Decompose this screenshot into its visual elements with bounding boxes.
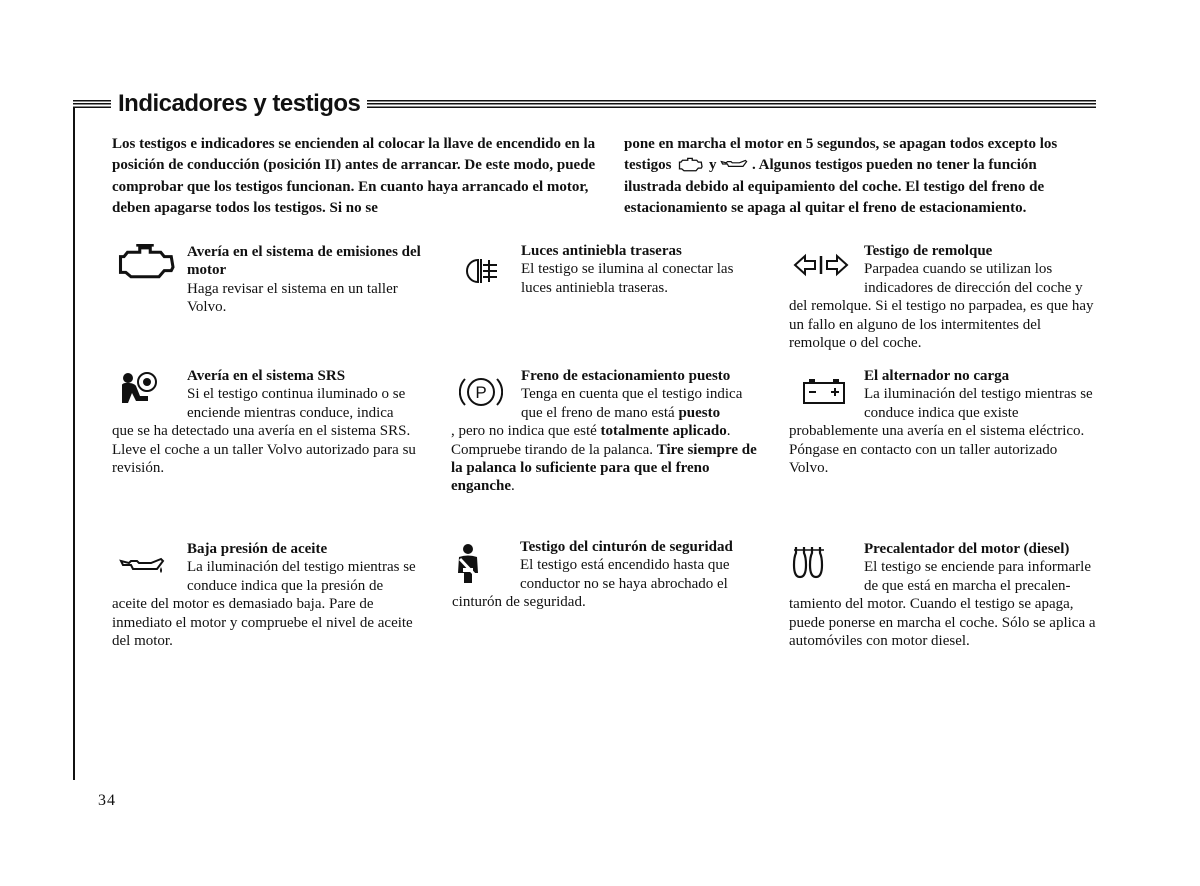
- engine-check-icon: [675, 155, 705, 173]
- intro-right-text-b: y: [709, 157, 717, 174]
- item-fog-body: El testigo se ilumina al conectar las luces antiniebla traseras.: [521, 261, 734, 296]
- item-seatbelt-body-rest: cinturón de seguridad.: [452, 594, 586, 611]
- item-oil-body-rest: aceite del motor es demasiado baja. Pare de inmediato el motor y compruebe el nivel de aceite del motor.: [112, 596, 413, 650]
- frame-line: [73, 108, 75, 780]
- item-parking-title: Freno de estacionamiento puesto: [521, 368, 731, 384]
- item-alternator-title: El alternador no carga: [864, 368, 1010, 384]
- item-seatbelt-body-indent: El testigo está encendido hasta que conductor no se haya abrochado el: [520, 557, 730, 592]
- page-number: 34: [98, 792, 116, 809]
- item-seatbelt-title: Testigo del cinturón de seguridad: [520, 539, 733, 555]
- item-alternator-body-rest: probablemente una avería en el sistema eléctrico. Póngase en contacto con un taller autorizado Volvo.: [789, 423, 1085, 477]
- item-parking-body-rest: [451, 422, 761, 496]
- item-parking-body-indent-wrap: [451, 385, 761, 422]
- intro-right-text-c: . Algunos testigos pueden no tener la función ilustrada debido al equipamiento del coche. El testigo del freno de estacionamiento se apaga al quitar el freno de estacionamiento.: [624, 157, 1045, 216]
- item-fog-title: Luces antiniebla traseras: [521, 243, 682, 259]
- rear-fog-light-icon: [465, 256, 499, 286]
- item-glow-body-indent: El testigo se enciende para informarle de que está en marcha el precalen-: [864, 559, 1091, 594]
- item-trailer-body-indent: Parpadea cuando se utilizan los indicadores de dirección del coche y: [864, 261, 1083, 296]
- oil-pressure-icon: [720, 158, 748, 170]
- item-trailer: [789, 242, 1099, 352]
- intro-left-text: Los testigos e indicadores se encienden al colocar la llave de encendido en la posición de conducción (posición II) antes de arrancar. De este modo, puede comprobar que los testigos funcionan. En cuanto haya arrancado el motor, deben apagarse todos los testigos. Si no se: [112, 136, 596, 216]
- item-oil-body-indent: La iluminación del testigo mientras se conduce indica que la presión de: [187, 559, 416, 594]
- engine-check-icon: [110, 238, 180, 284]
- svg-text:P: P: [475, 383, 487, 402]
- item-emissions-title: Avería en el sistema de emisiones del motor: [187, 244, 421, 279]
- intro-left: [112, 134, 596, 219]
- item-parking: [451, 367, 761, 496]
- item-parking-bold-2: totalmente aplicado: [600, 423, 727, 440]
- item-trailer-title: Testigo de remolque: [864, 243, 993, 259]
- item-parking-bold-3: Tire siempre de la palanca lo suficiente para que el freno enganche: [451, 441, 757, 495]
- intro-right: [624, 134, 1096, 219]
- item-glow-title: Precalentador del motor (diesel): [864, 541, 1070, 557]
- item-emissions-body: Haga revisar el sistema en un taller Volvo.: [187, 280, 398, 316]
- item-emissions: [187, 243, 427, 317]
- item-parking-bold-1: puesto: [678, 404, 721, 421]
- item-glow: [789, 540, 1099, 650]
- page-title: Indicadores y testigos: [118, 90, 361, 117]
- heading-rule-right: [367, 100, 1096, 109]
- item-alternator: [789, 367, 1099, 477]
- intro-right-text-a: pone en marcha el motor en 5 segundos, se apagan todos excepto los testigos: [624, 136, 1058, 174]
- item-srs: [112, 367, 432, 477]
- item-srs-body-rest: que se ha detectado una avería en el sistema SRS. Lleve el coche a un taller Volvo autorizado para su revisión.: [112, 423, 416, 477]
- heading-rule-left: [73, 100, 111, 109]
- item-srs-body-indent: Si el testigo continua iluminado o se enciende mientras conduce, indica: [187, 386, 406, 421]
- item-oil: [112, 540, 432, 650]
- item-fog: [521, 242, 761, 297]
- item-parking-text-3: .: [511, 478, 515, 495]
- item-parking-text-2: . Compruebe tirando de la palanca.: [451, 423, 731, 458]
- item-parking-body-indent: Tenga en cuenta que el testigo indica que el freno de mano está: [521, 386, 743, 421]
- item-srs-title: Avería en el sistema SRS: [187, 368, 346, 384]
- item-alternator-body-indent: La iluminación del testigo mientras se conduce indica que existe: [864, 386, 1093, 421]
- item-parking-text-1: , pero no indica que esté: [451, 423, 597, 440]
- item-seatbelt: [452, 538, 762, 612]
- item-oil-title: Baja presión de aceite: [187, 541, 328, 557]
- item-glow-body-rest: tamiento del motor. Cuando el testigo se apaga, puede ponerse en marcha el coche. Sólo se aplica a automóviles con motor diesel.: [789, 596, 1096, 650]
- item-trailer-body-rest: del remolque. Si el testigo no parpadea, es que hay un fallo en alguno de los intermitentes del remolque o del coche.: [789, 298, 1094, 352]
